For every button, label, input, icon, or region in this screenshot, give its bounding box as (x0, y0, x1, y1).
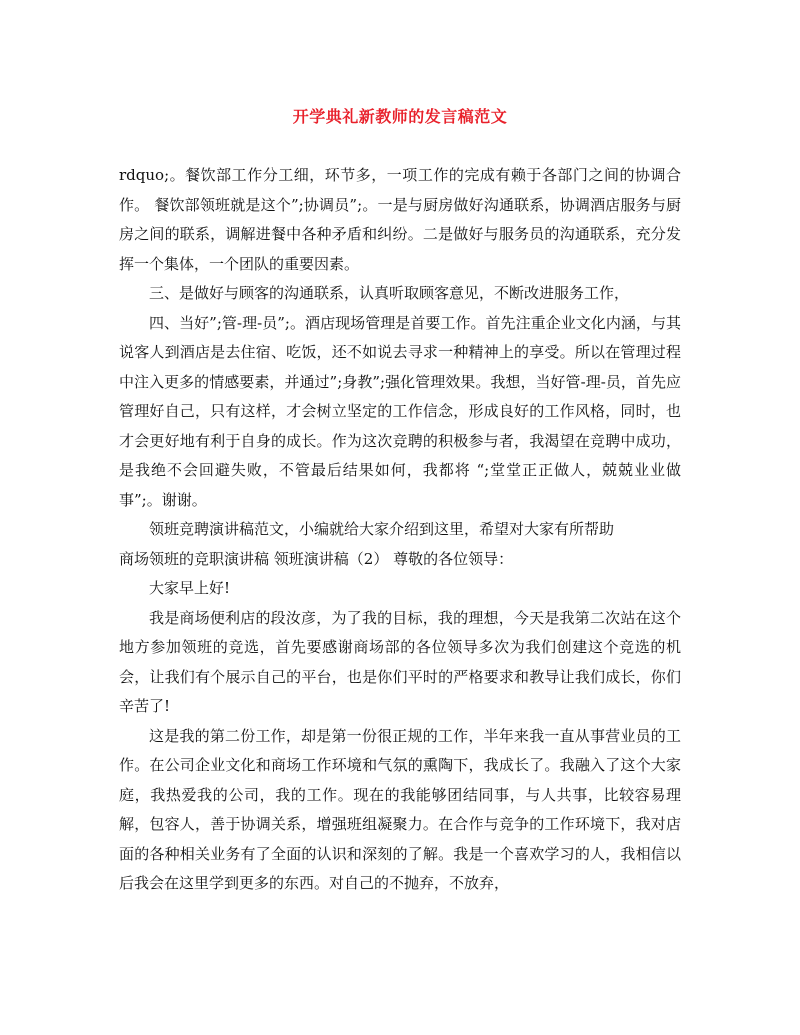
paragraph: 领班竞聘演讲稿范文，小编就给大家介绍到这里，希望对大家有所帮助 (149, 520, 615, 538)
paragraph: 我是商场便利店的段汝彦，为了我的目标，我的理想，今天是我第二次站在这个地方参加领班的竞选，首先要感谢商场部的各位领导多次为我们创建这个竞选的机会，让我们有个展示自己的平台，也是你们平时的严格要求和教导让我们成长，你们辛苦了! (119, 608, 681, 715)
paragraph: 商场领班的竞职演讲稿 领班演讲稿（2） 尊敬的各位领导： (119, 549, 514, 568)
paragraph: 这是我的第二份工作，却是第一份很正规的工作，半年来我一直从事营业员的工作。在公司企业文化和商场工作环境和气氛的熏陶下，我成长了。我融入了这个大家庭，我热爱我的公司，我的工作。现在的我能够团结同事，与人共事，比较容易理解，包容人，善于协调关系，增强班组凝聚力。在合作与竞争的工作环境下，我对店面的各种相关业务有了全面的认识和深刻的了解。我是一个喜欢学习的人，我相信以后我会在这里学到更多的东西。对自己的不抛弃，不放弃， (119, 726, 681, 892)
paragraph: 大家早上好! (149, 579, 231, 597)
paragraph: 三、是做好与顾客的沟通联系，认真听取顾客意见，不断改进服务工作， (149, 284, 630, 302)
paragraph: 四、当好”;管-理-员”;。酒店现场管理是首要工作。首先注重企业文化内涵，与其说客人到酒店是去住宿、吃饭，还不如说去寻求一种精神上的享受。所以在管理过程中注入更多的情感要素，并通过”;身教”;强化管理效果。我想，当好管-理-员，首先应管理好自己，只有这样，才会树立坚定的工作信念，形成良好的工作风格，同时，也才会更好地有利于自身的成长。作为这次竞聘的积极参与者，我渴望在竞聘中成功，是我绝不会回避失败，不管最后结果如何，我都将 “;堂堂正正做人，兢兢业业做事”;。谢谢。 (119, 313, 681, 509)
paragraph: rdquo;。餐饮部工作分工细，环节多，一项工作的完成有赖于各部门之间的协调合作。 餐饮部领班就是这个”;协调员”;。一是与厨房做好沟通联系，协调酒店服务与厨房之间的联系，调解进餐中各种矛盾和纠纷。二是做好与服务员的沟通联系，充分发挥一个集体，一个团队的重要因素。 (119, 166, 681, 273)
document-body (119, 161, 681, 899)
document-title: 开学典礼新教师的发言稿范文 (292, 107, 508, 126)
